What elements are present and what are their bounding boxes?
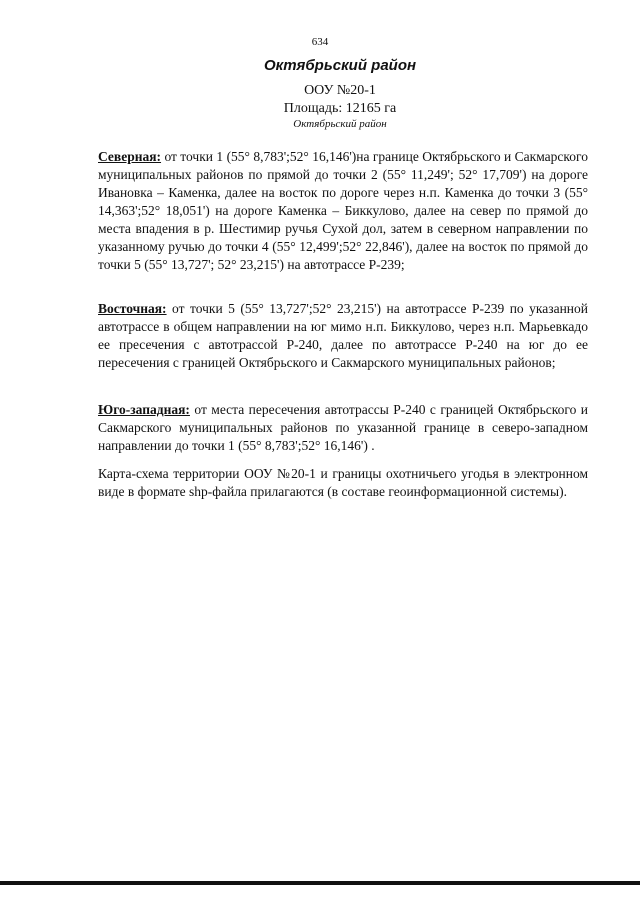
east-boundary (98, 300, 588, 372)
district-subtitle: Октябрьский район (293, 118, 387, 130)
north-boundary (98, 148, 588, 274)
map-note (98, 465, 588, 501)
southwest-boundary (98, 401, 588, 455)
hunting-area-code: ООУ №20-1 (304, 83, 376, 98)
north-boundary-text: от точки 1 (55° 8,783';52° 16,146')на границе Октябрьского и Сакмарского муниципальных районов по прямой до точки 2 (55° 11,249'; 52° 17,709') на дороге Ивановка – Каменка, далее на восток по дороге через н.п. Каменка до точки 3 (55° 14,363';52° 18,051') на дороге Каменка – Биккулово, далее на север по прямой до места впадения в р. Шестимир ручья Сухой дол, затем в северном направлении по указанному ручью до точки 4 (55° 12,499';52° 22,846'), далее на восток по прямой до точки 5 (55° 13,727'; 52° 23,215') на автотрассе Р-239; (98, 149, 588, 272)
bottom-rule (0, 881, 640, 885)
east-boundary-text: от точки 5 (55° 13,727';52° 23,215') на автотрассе Р-239 по указанной автотрассе в общем направлении на юг мимо н.п. Биккулово, через н.п. Марьевкадо ее пресечения с автотрассой Р-240, далее по автотрассе Р-240 на юг до ее пересечения с границей Октябрьского и Сакмарского муниципальных районов; (98, 301, 588, 370)
east-boundary-label: Восточная: (98, 301, 167, 316)
map-note-text: Карта-схема территории ООУ №20-1 и границы охотничьего угодья в электронном виде в формате shp-файла прилагаются (в составе геоинформационной системы). (98, 466, 588, 499)
area-size: Площадь: 12165 га (283, 101, 397, 116)
southwest-boundary-text: от места пересечения автотрассы Р-240 с границей Октябрьского и Сакмарского муниципальных районов по указанной границе в северо-западном направлении до точки 1 (55° 8,783';52° 16,146') . (98, 402, 588, 453)
page-number: 634 (311, 36, 329, 48)
southwest-boundary-label: Юго-западная: (98, 402, 190, 417)
north-boundary-label: Северная: (98, 149, 162, 164)
district-title: Октябрьский район (263, 57, 417, 74)
